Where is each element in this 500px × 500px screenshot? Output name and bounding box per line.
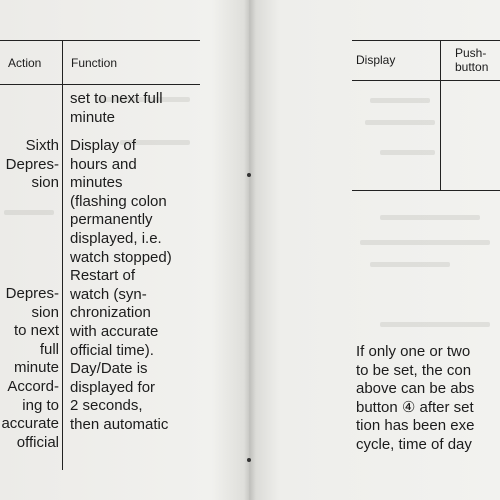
function-line: displayed for <box>70 378 156 396</box>
function-line: displayed, i.e. <box>70 229 162 247</box>
bullet-dot-icon <box>247 173 251 177</box>
function-column <box>70 90 163 127</box>
action-line: to next <box>13 322 59 340</box>
action-column <box>1 285 59 452</box>
function-line: permanently <box>70 211 153 229</box>
show-through-text <box>360 240 490 245</box>
action-line: accurate <box>1 415 59 433</box>
right-table-column-divider <box>440 40 441 190</box>
action-column-header: Action <box>8 56 42 70</box>
right-table-top-rule <box>352 40 500 41</box>
function-line: Day/Date is <box>70 360 148 378</box>
right-table-bottom-rule <box>352 190 500 191</box>
action-column <box>6 137 59 193</box>
pushbutton-header-line: Push- <box>455 46 487 60</box>
function-line: official time). <box>70 341 154 359</box>
show-through-text <box>380 215 480 220</box>
function-line: chronization <box>70 304 151 322</box>
book-gutter <box>244 0 256 500</box>
show-through-text <box>370 262 450 267</box>
action-line: official <box>16 433 59 451</box>
function-line: Restart of <box>70 267 136 285</box>
function-line: minutes <box>70 174 123 192</box>
right-page-paragraph <box>356 343 474 455</box>
paragraph-line: If only one or two <box>356 343 471 360</box>
action-line: full <box>39 340 59 358</box>
function-line: minute <box>70 108 116 126</box>
pushbutton-header-line: button <box>455 60 489 74</box>
function-line: watch (syn- <box>70 285 147 303</box>
function-line: then automatic <box>70 415 169 433</box>
paragraph-line: tion has been exe <box>356 417 475 435</box>
action-line: Sixth <box>25 137 59 154</box>
action-line: Accord- <box>7 377 59 395</box>
function-line: watch stopped) <box>70 248 172 266</box>
show-through-text <box>380 150 435 155</box>
action-line: Depres- <box>5 285 59 302</box>
paragraph-line: to be set, the con <box>356 361 472 379</box>
action-line: minute <box>13 359 59 377</box>
show-through-text <box>365 120 435 125</box>
show-through-text <box>370 98 430 103</box>
action-line: ing to <box>22 396 59 414</box>
paragraph-line: cycle, time of day <box>356 435 472 453</box>
function-line: set to next full <box>70 90 163 107</box>
paragraph-line: above can be abs <box>356 380 475 398</box>
action-line: Depres- <box>5 155 59 173</box>
function-line: Display of <box>70 137 136 154</box>
function-line: with accurate <box>70 322 159 340</box>
show-through-text <box>4 210 54 215</box>
pushbutton-column-header <box>455 46 488 74</box>
function-line: 2 seconds, <box>70 397 143 415</box>
function-column <box>70 137 172 435</box>
left-table-column-divider <box>62 40 63 470</box>
action-line: sion <box>31 174 59 192</box>
function-column-header: Function <box>71 56 118 70</box>
show-through-text <box>380 322 490 327</box>
function-line: hours and <box>70 155 137 173</box>
bullet-dot-icon <box>247 458 251 462</box>
right-table-header-rule <box>352 80 500 81</box>
action-line: sion <box>31 303 59 321</box>
display-column-header: Display <box>356 53 396 67</box>
function-line: (flashing colon <box>70 192 167 210</box>
left-table-header-rule <box>0 84 200 85</box>
left-table-top-rule <box>0 40 200 41</box>
paragraph-line: button ④ after set <box>356 398 474 416</box>
